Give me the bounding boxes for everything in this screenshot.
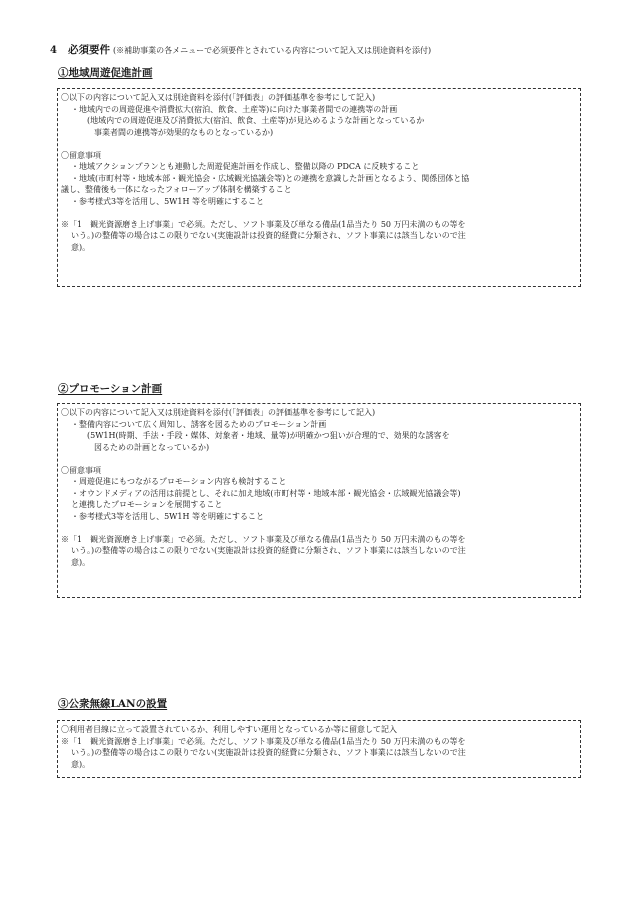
section-box-regional-tour-plan [57,88,581,287]
caution-line: ・オウンドメディアの活用は前提とし、それに加え地域(市町村等・地域本部・観光協会・広域観光協議会等) [71,488,461,498]
footnote-line: 意)。 [71,242,91,252]
heading-label: 必須要件 [68,44,110,56]
spacer [61,453,576,465]
page-heading [50,44,431,57]
requirement-line: ・地域内での周遊促進や消費拡大(宿泊、飲食、土産等)に向けた事業者間での連携等の計画 [71,104,398,114]
caution-heading: 〇留意事項 [61,465,101,475]
requirement-line: 〇利用者目線に立って設置されているか、利用しやすい運用となっているか等に留意して記入 [61,725,397,734]
footnote-line: ※「1 観光資源磨き上げ事業」で必須。ただし、ソフト事業及び単なる備品(1品当たり 50 万円未満のもの等を [61,736,466,746]
caution-line: 議し、整備後も一体になったフォローアップ体制を構築すること [61,185,292,194]
spacer [61,522,576,534]
footnote-line: ※「1 観光資源磨き上げ事業」で必須。ただし、ソフト事業及び単なる備品(1品当たり 50 万円未満のもの等を [61,534,466,544]
requirement-line: (地域内での周遊促進及び消費拡大(宿泊、飲食、土産等)が見込めるような計画となっているか [87,116,425,125]
requirement-line: (5W1H(時期、手法・手段・媒体、対象者・地域、量等)が明確かつ狙いが合理的で、効果的な誘客を [87,431,450,440]
section-title-public-wireless-lan: ③公衆無線LANの設置 [58,698,168,710]
heading-number: 4 [50,45,57,56]
footnote-line: いう。)の整備等の場合はこの限りでない(実施設計は投資的経費に分類され、ソフト事業には該当しないので注 [71,231,466,240]
footnote-line: ※「1 観光資源磨き上げ事業」で必須。ただし、ソフト事業及び単なる備品(1品当たり 50 万円未満のもの等を [61,219,466,229]
caution-line: と連携したプロモーションを展開すること [71,500,223,509]
requirement-line: 〇以下の内容について記入又は別途資料を添付(「評価表」の評価基準を参考にして記入) [61,408,376,417]
heading-note: (※補助事業の各メニューで必須要件とされている内容について記入又は別途資料を添付) [113,46,432,55]
section-box-promotion-plan [57,403,581,598]
caution-heading: 〇留意事項 [61,150,101,160]
caution-line: ・地域(市町村等・地域本部・観光協会・広域観光協議会等)との連携を意識した計画となるよう、関係団体と協 [71,173,470,183]
spacer [61,207,576,219]
requirement-line: 〇以下の内容について記入又は別途資料を添付(「評価表」の評価基準を参考にして記入) [61,93,376,102]
footnote-line: 意)。 [71,759,91,769]
caution-line: ・参考様式3等を活用し、5W1H 等を明確にすること [71,196,265,206]
footnote-line: 意)。 [71,557,91,567]
section-title-regional-tour-plan: ①地域周遊促進計画 [58,67,153,79]
caution-line: ・参考様式3等を活用し、5W1H 等を明確にすること [71,511,265,521]
section-title-promotion-plan: ②プロモーション計画 [58,383,163,395]
section-box-public-wireless-lan [57,720,581,778]
caution-line: ・周遊促進にもつながるプロモーション内容も検討すること [71,477,287,486]
caution-line: ・地域アクションプランとも連動した周遊促進計画を作成し、整備以降の PDCA に反映すること [71,162,420,171]
spacer [61,138,576,150]
requirement-line: ・整備内容について広く周知し、誘客を図るためのプロモーション計画 [71,419,327,429]
requirement-line: 事業者間の連携等が効果的なものとなっているか) [94,127,274,137]
footnote-line: いう。)の整備等の場合はこの限りでない(実施設計は投資的経費に分類され、ソフト事業には該当しないので注 [71,748,466,757]
requirement-line: 図るための計画となっているか) [94,442,210,452]
footnote-line: いう。)の整備等の場合はこの限りでない(実施設計は投資的経費に分類され、ソフト事業には該当しないので注 [71,546,466,555]
